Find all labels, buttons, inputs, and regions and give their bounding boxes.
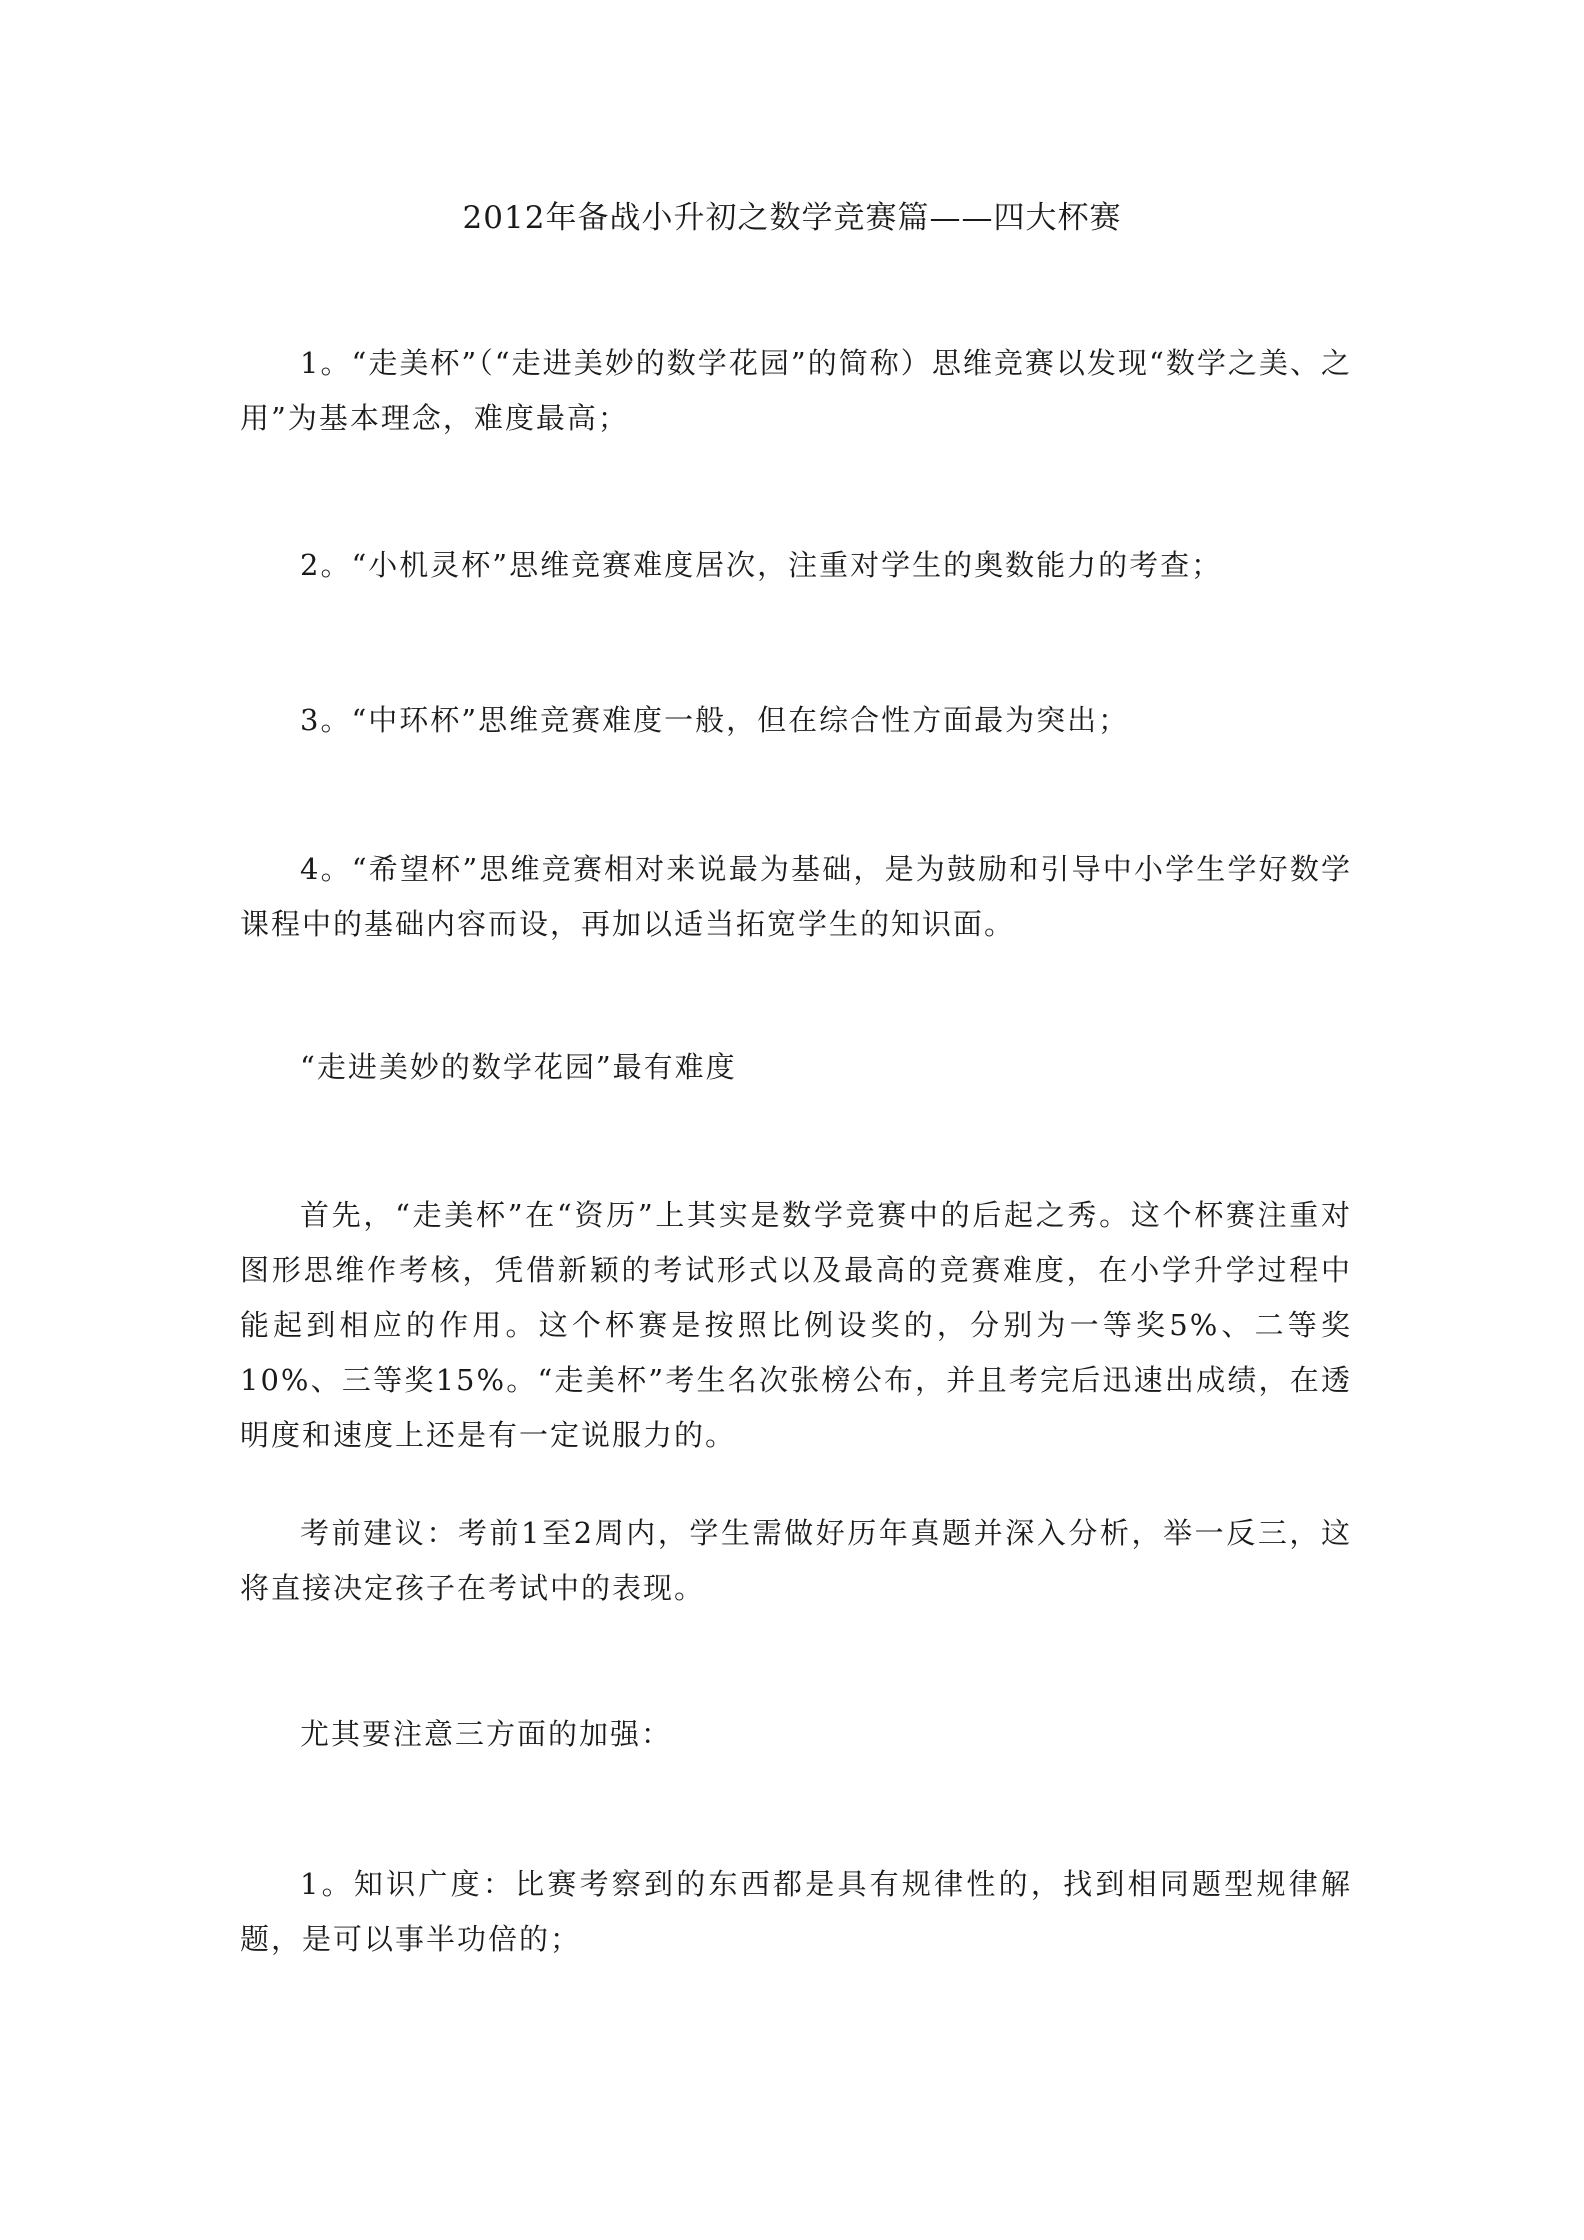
paragraph-xiaojiling: 2。“小机灵杯”思维竞赛难度居次，注重对学生的奥数能力的考查；: [300, 548, 1223, 582]
section-heading: “走进美妙的数学花园”最有难度: [300, 1050, 737, 1084]
paragraph-zoumei-intro: 1。“走美杯”（“走进美妙的数学花园”的简称）思维竞赛以发现“数学之美、之用”为基本理念，难度最高；: [240, 346, 1352, 435]
paragraph-knowledge-breadth: 1。知识广度：比赛考察到的东西都是具有规律性的，找到相同题型规律解题，是可以事半功倍的；: [240, 1867, 1352, 1956]
paragraph-zhonghuan: 3。“中环杯”思维竞赛难度一般，但在综合性方面最为突出；: [300, 703, 1130, 737]
paragraph-xiwang: 4。“希望杯”思维竞赛相对来说最为基础，是为鼓励和引导中小学生学好数学课程中的基础内容而设，再加以适当拓宽学生的知识面。: [240, 852, 1352, 941]
paragraph-exam-advice: 考前建议：考前1至2周内，学生需做好历年真题并深入分析，举一反三，这将直接决定孩子在考试中的表现。: [240, 1516, 1352, 1605]
paragraph-three-aspects: 尤其要注意三方面的加强：: [300, 1717, 673, 1751]
paragraph-zoumei-detail: 首先，“走美杯”在“资历”上其实是数学竞赛中的后起之秀。这个杯赛注重对图形思维作考核，凭借新颖的考试形式以及最高的竞赛难度，在小学升学过程中能起到相应的作用。这个杯赛是按照比例设奖的，分别为一等奖5%、二等奖10%、三等奖15%。“走美杯”考生名次张榜公布，并且考完后迅速出成绩，在透明度和速度上还是有一定说服力的。: [240, 1198, 1352, 1452]
document-title: 2012年备战小升初之数学竞赛篇——四大杯赛: [462, 200, 1122, 236]
